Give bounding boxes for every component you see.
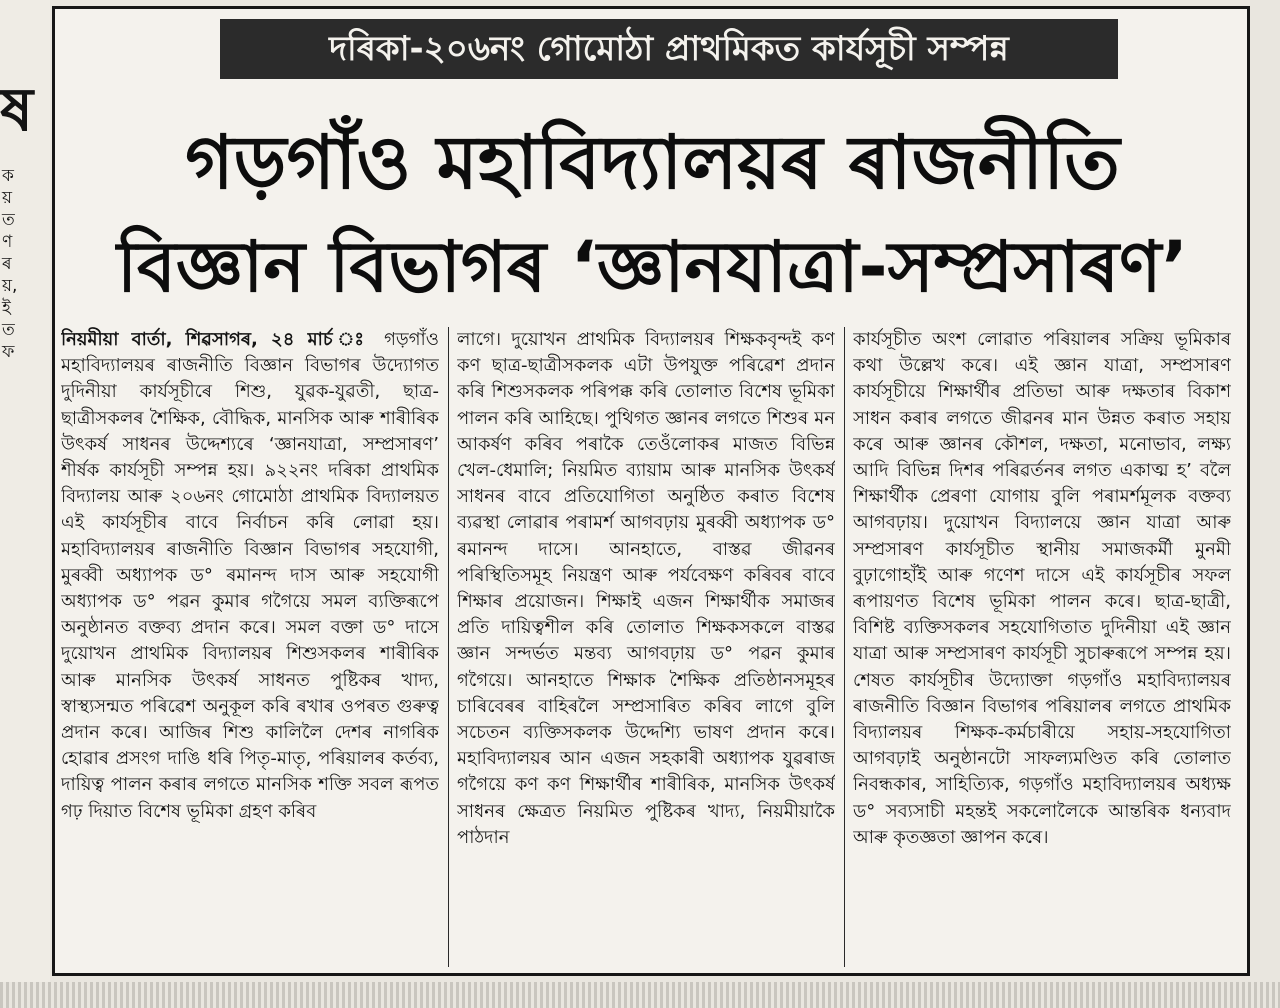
adjacent-glyph: য়, <box>2 276 18 296</box>
news-article <box>52 6 1250 976</box>
adjacent-glyph: ৰ <box>2 254 12 274</box>
adjacent-glyph: ক <box>2 166 14 186</box>
adjacent-article-edge <box>0 0 50 1008</box>
column-divider <box>448 327 449 967</box>
page-bottom-edge <box>0 982 1280 1008</box>
column-3-text: কাৰ্যসূচীত অংশ লোৱাত পৰিয়ালৰ সক্ৰিয় ভূমিকাৰ কথা উল্লেখ কৰে। এই জ্ঞান যাত্ৰা, সম্প্ৰসাৰণ কাৰ্যসূচীয়ে শিক্ষাৰ্থীৰ প্ৰতিভা আৰু দক্ষতাৰ বিকাশ সাধন কৰাৰ লগতে জীৱনৰ মান উন্নত কৰাত সহায় কৰে আৰু জ্ঞানৰ কৌশল, দক্ষতা, মনোভাব, লক্ষ্য আদি বিভিন্ন দিশৰ পৰিৱৰ্তনৰ লগত একাত্ম হ’ বলৈ শিক্ষাৰ্থীক প্ৰেৰণা যোগায় বুলি পৰামৰ্শমূলক বক্তব্য আগবঢ়ায়। দুয়োখন বিদ্যালয়ে জ্ঞান যাত্ৰা আৰু সম্প্ৰসাৰণ কাৰ্যসূচীত স্থানীয় সমাজকৰ্মী মুনমী বুঢ়াগোহাঁই আৰু গণেশ দাসে এই কাৰ্যসূচীৰ সফল ৰূপায়ণত বিশেষ ভূমিকা পালন কৰে। ছাত্ৰ-ছাত্ৰী, বিশিষ্ট ব্যক্তিসকলৰ সহযোগিতাত দুদিনীয়া এই জ্ঞান যাত্ৰা আৰু সম্প্ৰসাৰণ কাৰ্যসূচী সুচাৰুৰূপে সম্পন্ন হয়। শেষত কাৰ্যসূচীৰ উদ্যোক্তা গড়গাঁও মহাবিদ্যালয়ৰ ৰাজনীতি বিজ্ঞান বিভাগৰ পৰিয়ালৰ লগতে প্ৰাথমিক বিদ্যালয়ৰ শিক্ষক-কৰ্মচাৰীয়ে সহায়-সহযোগিতা আগবঢ়াই অনুষ্ঠানটো সাফল্যমণ্ডিত কৰি তোলাত নিবন্ধকাৰ, সাহিত্যিক, গড়গাঁও মহাবিদ্যালয়ৰ অধ্যক্ষ ড° সব্যসাচী মহন্তই সকলোলৈকে আন্তৰিক ধন্যবাদ আৰু কৃতজ্ঞতা জ্ঞাপন কৰে। <box>853 329 1231 848</box>
adjacent-text-glyphs <box>2 165 17 363</box>
headline-line-1: গড়গাঁও মহাবিদ্যালয়ৰ ৰাজনীতি <box>185 120 1120 206</box>
article-column-1 <box>61 327 439 967</box>
column-divider <box>844 327 845 967</box>
article-column-2 <box>457 327 835 967</box>
adjacent-glyph: য় <box>2 188 13 208</box>
adjacent-glyph: ত <box>2 320 15 340</box>
byline: নিয়মীয়া বাৰ্তা, শিৱসাগৰ, ২৪ মাৰ্চ ঃ <box>61 329 385 350</box>
adjacent-glyph: ফ <box>2 342 15 362</box>
headline-line-2: বিজ্ঞান বিভাগৰ ‘জ্ঞানযাত্ৰা-সম্প্ৰসাৰণ’ <box>116 226 1188 308</box>
kicker-banner: দৰিকা-২০৬নং গোমোঠা প্ৰাথমিকত কাৰ্যসূচী সম্পন্ন <box>220 19 1118 79</box>
adjacent-heading-glyph: ষ <box>0 75 34 145</box>
adjacent-glyph: ই <box>2 298 11 318</box>
adjacent-glyph: ত <box>2 210 15 230</box>
column-2-text: লাগে। দুয়োখন প্ৰাথমিক বিদ্যালয়ৰ শিক্ষকবৃন্দই কণ কণ ছাত্ৰ-ছাত্ৰীসকলক এটা উপযুক্ত পৰিৱেশ প্ৰদান কৰি শিশুসকলক পৰিপক্ক কৰি তোলাত বিশেষ ভূমিকা পালন কৰি আহিছে। পুথিগত জ্ঞানৰ লগতে শিশুৰ মন আকৰ্ষণ কৰিব পৰাকৈ তেওঁলোকৰ মাজত বিভিন্ন খেল-ধেমালি; নিয়মিত ব্যায়াম আৰু মানসিক উৎকৰ্ষ সাধনৰ বাবে প্ৰতিযোগিতা অনুষ্ঠিত কৰাত বিশেষ ব্যৱস্থা লোৱাৰ পৰামৰ্শ আগবঢ়ায় মুৰব্বী অধ্যাপক ড° ৰমানন্দ দাসে। আনহাতে, বাস্তৱ জীৱনৰ পৰিস্থিতিসমূহ নিয়ন্ত্ৰণ আৰু পৰ্যবেক্ষণ কৰিবৰ বাবে শিক্ষাৰ প্ৰয়োজন। শিক্ষাই এজন শিক্ষাৰ্থীক সমাজৰ প্ৰতি দায়িত্বশীল কৰি তোলাত শিক্ষকসকলে বাস্তৱ জ্ঞান সন্দৰ্ভত মন্তব্য আগবঢ়ায় ড° পৱন কুমাৰ গগৈয়ে। আনহাতে শিক্ষাক শৈক্ষিক প্ৰতিষ্ঠানসমূহৰ চাৰিবেৰৰ বাহিৰলৈ সম্প্ৰসাৰিত কৰিব লাগে বুলি সচেতন ব্যক্তিসকলক উদ্দেশ্যি ভাষণ প্ৰদান কৰে। মহাবিদ্যালয়ৰ আন এজন সহকাৰী অধ্যাপক যুৱৰাজ গগৈয়ে কণ কণ শিক্ষাৰ্থীৰ শাৰীৰিক, মানসিক উৎকৰ্ষ সাধনৰ ক্ষেত্ৰত নিয়মিত পুষ্টিকৰ খাদ্য, নিয়মীয়াকৈ পাঠদান <box>457 329 835 848</box>
article-column-3 <box>853 327 1231 967</box>
adjacent-glyph: ণ <box>2 232 13 252</box>
column-1-text: গড়গাঁও মহাবিদ্যালয়ৰ ৰাজনীতি বিজ্ঞান বিভাগৰ উদ্যোগত দুদিনীয়া কাৰ্যসূচীৰে শিশু, যুৱক-যুৱতী, ছাত্ৰ-ছাত্ৰীসকলৰ শৈক্ষিক, বৌদ্ধিক, মানসিক আৰু শাৰীৰিক উৎকৰ্ষ সাধনৰ উদ্দেশ্যৰে ‘জ্ঞানযাত্ৰা, সম্প্ৰসাৰণ’ শীৰ্ষক কাৰ্যসূচী সম্পন্ন হয়। ৯২২নং দৰিকা প্ৰাথমিক বিদ্যালয় আৰু ২০৬নং গোমোঠা প্ৰাথমিক বিদ্যালয়ত এই কাৰ্যসূচীৰ বাবে নিৰ্বাচন কৰি লোৱা হয়। মহাবিদ্যালয়ৰ ৰাজনীতি বিজ্ঞান বিভাগৰ সহযোগী, মুৰব্বী অধ্যাপক ড° ৰমানন্দ দাস আৰু সহযোগী অধ্যাপক ড° পৱন কুমাৰ গগৈয়ে সমল ব্যক্তিৰূপে অনুষ্ঠানত বক্তব্য প্ৰদান কৰে। সমল বক্তা ড° দাসে দুয়োখন প্ৰাথমিক বিদ্যালয়ৰ শিশুসকলৰ শাৰীৰিক আৰু মানসিক উৎকৰ্ষ সাধনত পুষ্টিকৰ খাদ্য, স্বাস্থ্যসন্মত পৰিৱেশ অনুকূল কৰি ৰখাৰ ওপৰত গুৰুত্ব প্ৰদান কৰে। আজিৰ শিশু কালিলৈ দেশৰ নাগৰিক হোৱাৰ প্ৰসংগ দাঙি ধৰি পিতৃ-মাতৃ, পৰিয়ালৰ কৰ্তব্য, দায়িত্ব পালন কৰাৰ লগতে মানসিক শক্তি সবল ৰূপত গঢ় দিয়াত বিশেষ ভূমিকা গ্ৰহণ কৰিব <box>61 329 439 822</box>
